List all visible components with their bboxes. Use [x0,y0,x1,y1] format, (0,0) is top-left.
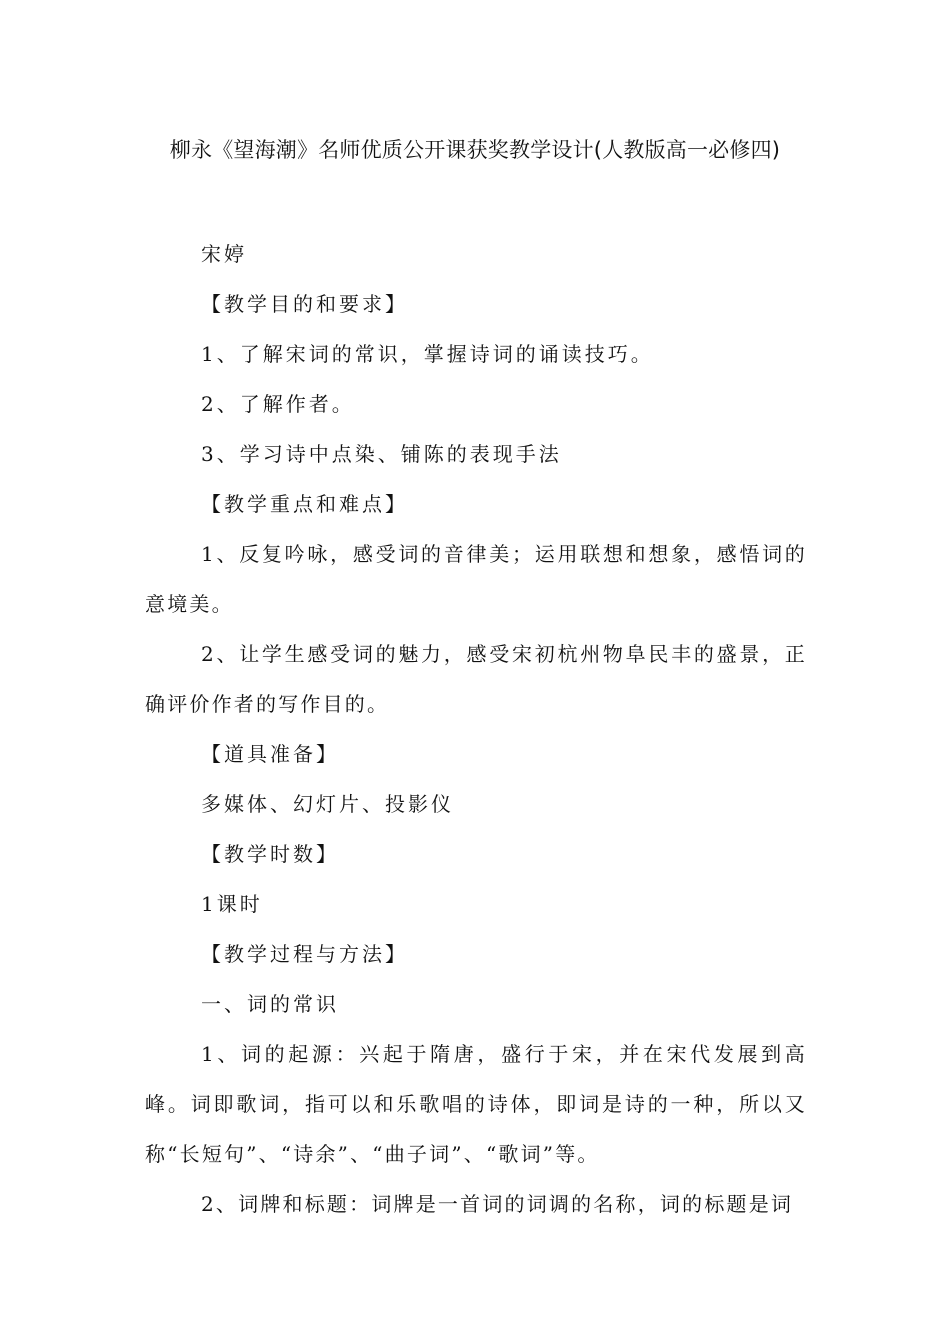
section-heading-materials: 【道具准备】 [201,742,339,766]
objective-item-3: 3、学习诗中点染、铺陈的表现手法 [201,442,562,466]
section-heading-hours: 【教学时数】 [201,842,339,866]
author-name: 宋婷 [201,242,247,266]
document-body [145,229,807,1229]
key-point-item-1: 1、反复吟咏，感受词的音律美；运用联想和想象，感悟词的意境美。 [145,542,807,616]
section-heading-objectives: 【教学目的和要求】 [201,292,408,316]
materials-list: 多媒体、幻灯片、投影仪 [201,792,454,816]
subsection-heading-ci-knowledge: 一、词的常识 [201,992,339,1016]
document-title: 柳永《望海潮》名师优质公开课获奖教学设计(人教版高一必修四) [169,138,781,162]
process-item-1: 1、词的起源：兴起于隋唐，盛行于宋，并在宋代发展到高峰。词即歌词，指可以和乐歌唱的诗体，即词是诗的一种，所以又称“长短句”、“诗余”、“曲子词”、“歌词”等。 [145,1042,807,1166]
objective-item-1: 1、了解宋词的常识，掌握诗词的诵读技巧。 [201,342,654,366]
objective-item-2: 2、了解作者。 [201,392,355,416]
section-heading-key-points: 【教学重点和难点】 [201,492,408,516]
key-point-item-2: 2、让学生感受词的魅力，感受宋初杭州物阜民丰的盛景，正确评价作者的写作目的。 [145,642,807,716]
process-item-2: 2、词牌和标题：词牌是一首词的词调的名称，词的标题是词 [201,1192,794,1216]
section-heading-process: 【教学过程与方法】 [201,942,408,966]
hours-value: 1课时 [201,892,263,916]
